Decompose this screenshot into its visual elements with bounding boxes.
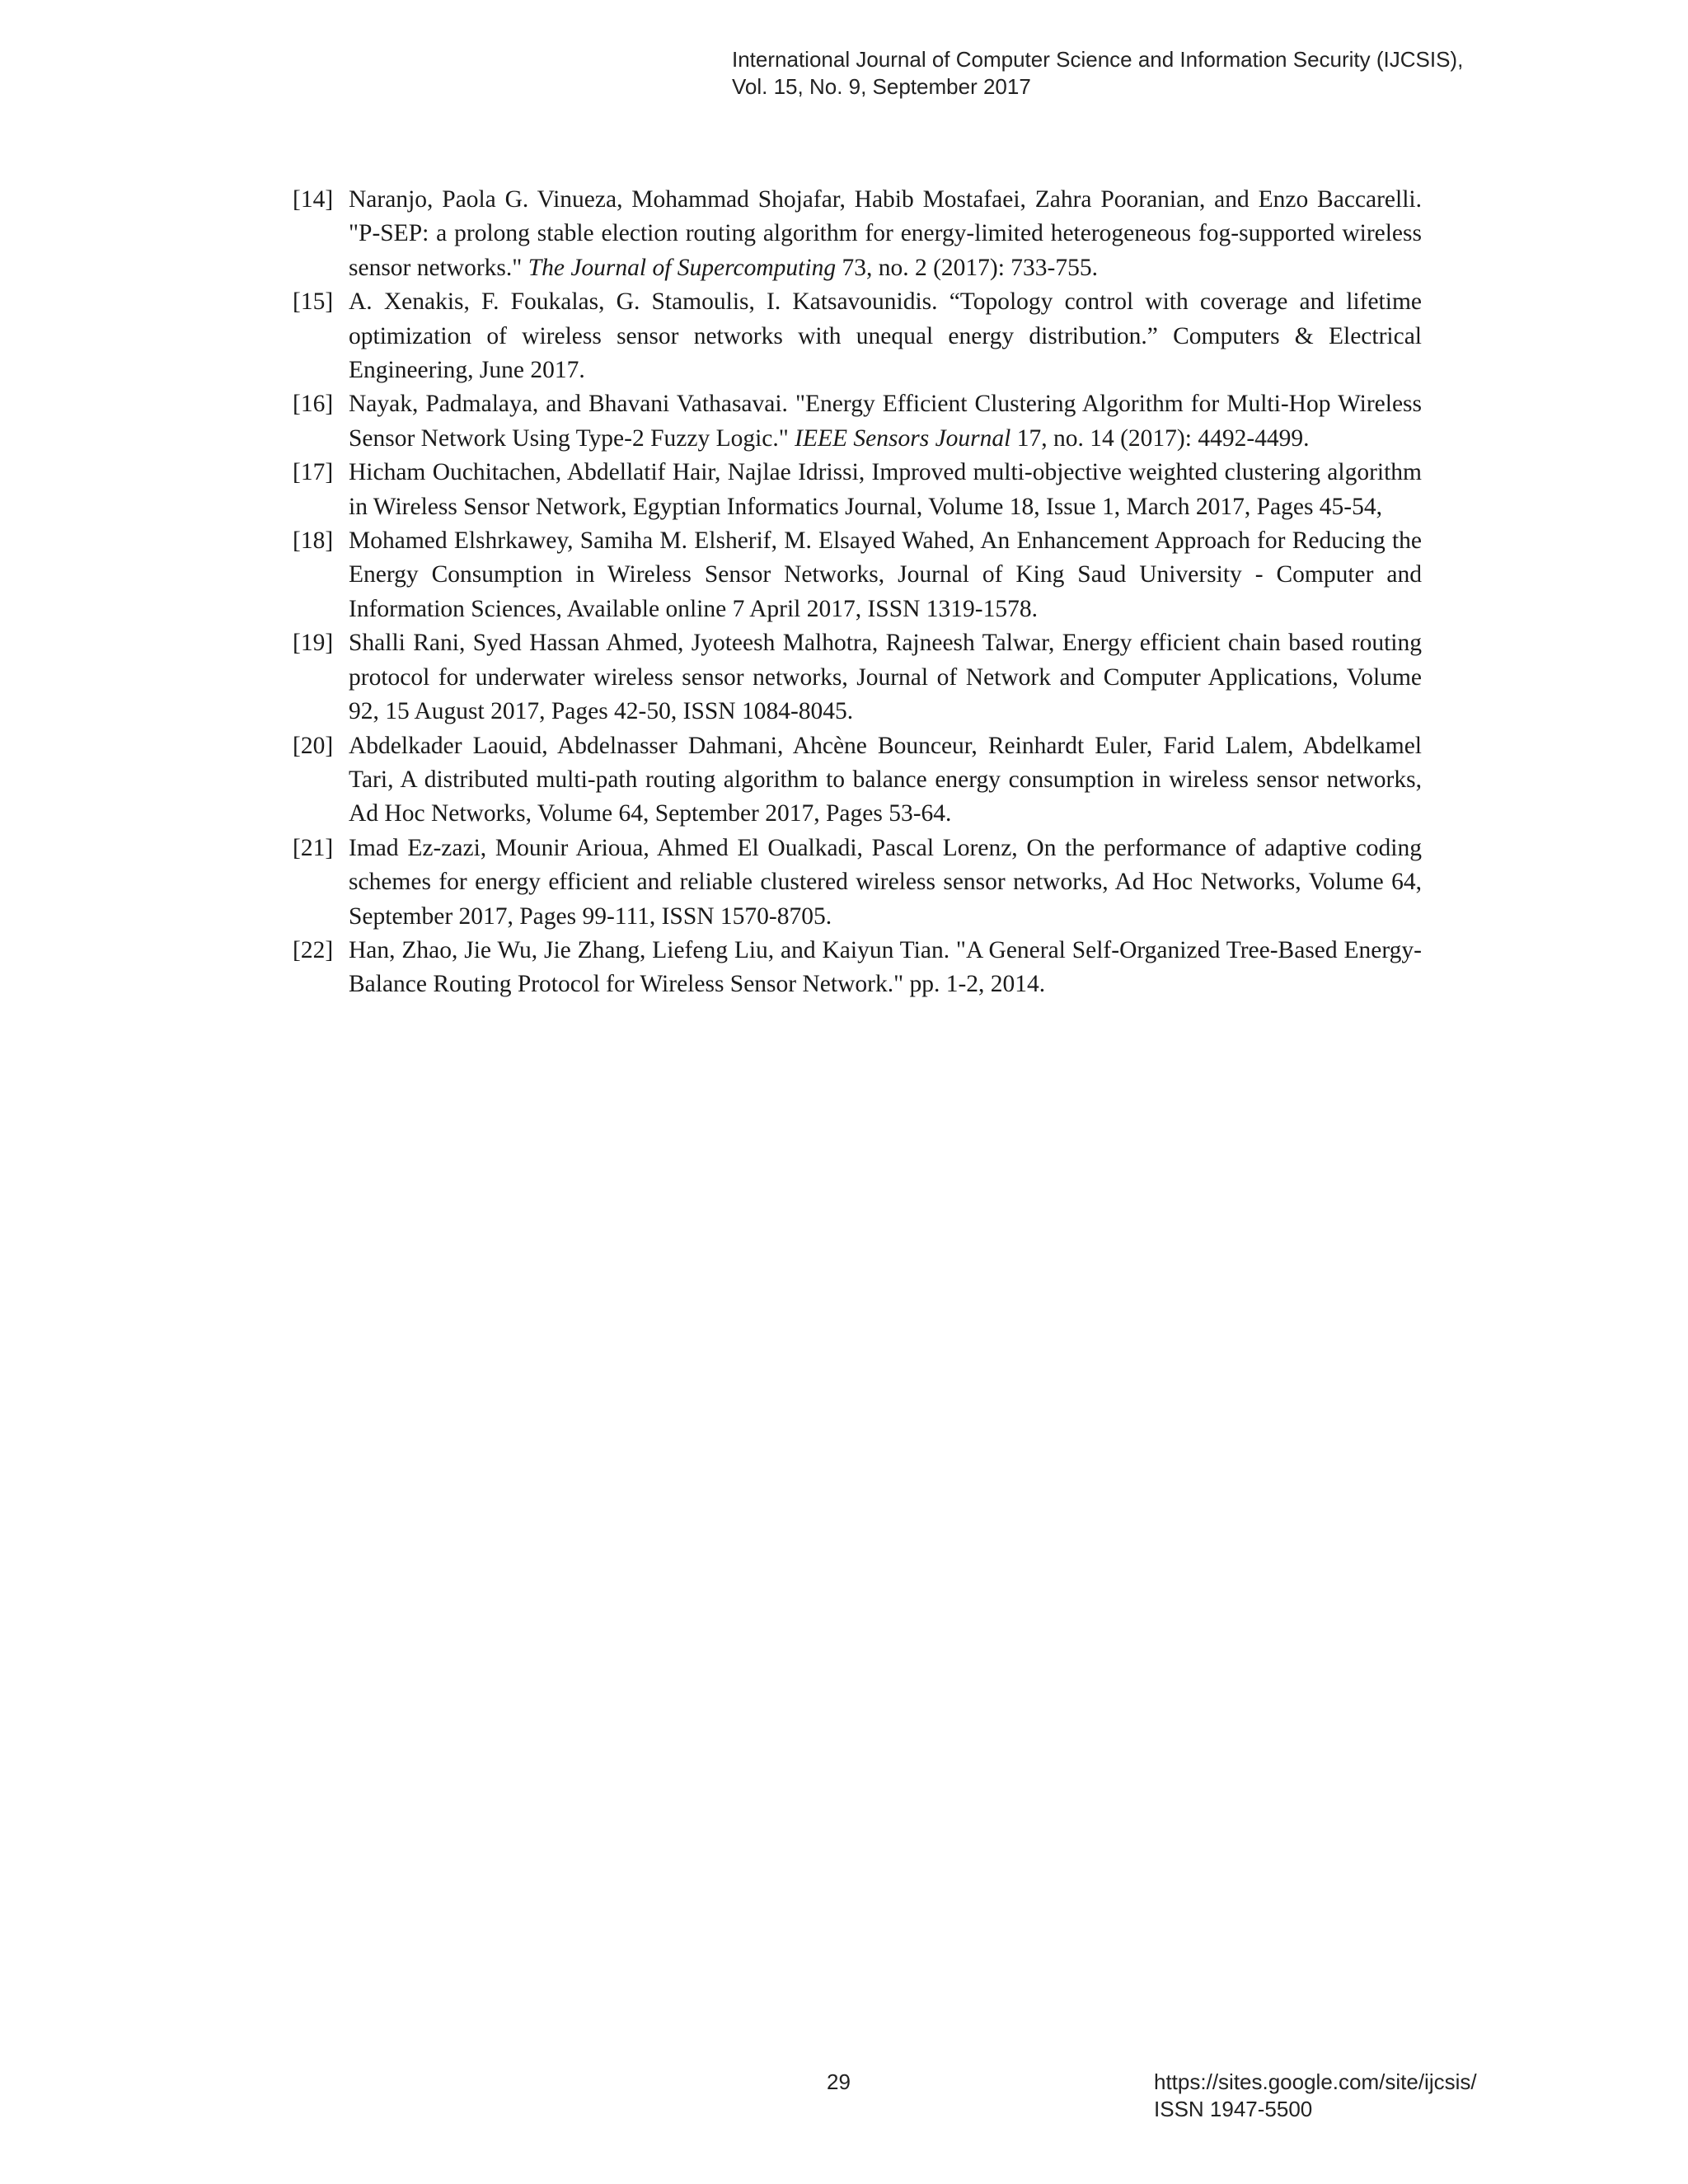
reference-text-segment: Nayak, Padmalaya, and Bhavani Vathasavai. "Energy Efficient Clustering Algorithm for Multi-Hop Wireless Sensor Network Using Type-2 Fuzzy Logic." [349, 391, 1422, 452]
reference-text [349, 832, 1422, 934]
reference-number: [15] [293, 288, 334, 316]
reference-number: [18] [293, 527, 334, 555]
reference-text-segment: Abdelkader Laouid, Abdelnasser Dahmani, Ahcène Bounceur, Reinhardt Euler, Farid Lalem, Abdelkamel Tari, A distributed multi-path routing algorithm to balance energy consumption in wireless sensor networks, Ad Hoc Networks, Volume 64, September 2017, Pages 53-64. [349, 732, 1422, 827]
reference-text [349, 934, 1422, 1002]
reference-italic-title: The Journal of Supercomputing [528, 254, 837, 281]
reference-text-segment: Shalli Rani, Syed Hassan Ahmed, Jyoteesh Malhotra, Rajneesh Talwar, Energy efficient chain based routing protocol for underwater wireless sensor networks, Journal of Network and Computer Applications, Volume 92, 15 August 2017, Pages 42-50, ISSN 1084-8045. [349, 630, 1422, 725]
reference-text-segment: 73, no. 2 (2017): 733-755. [836, 254, 1098, 281]
reference-number: [22] [293, 936, 334, 963]
reference-text-segment: Hicham Ouchitachen, Abdellatif Hair, Najlae Idrissi, Improved multi-objective weighted clustering algorithm in Wireless Sensor Network, Egyptian Informatics Journal, Volume 18, Issue 1, March 2017, Pages 45-54, [349, 459, 1422, 520]
reference-number: [20] [293, 732, 334, 759]
reference-number: [19] [293, 630, 334, 657]
reference-text [349, 387, 1422, 456]
reference-text-segment: Imad Ez-zazi, Mounir Arioua, Ahmed El Oualkadi, Pascal Lorenz, On the performance of adaptive coding schemes for energy efficient and reliable clustered wireless sensor networks, Ad Hoc Networks, Volume 64, September 2017, Pages 99-111, ISSN 1570-8705. [349, 834, 1422, 930]
reference-item [293, 934, 1422, 1002]
journal-issn: ISSN 1947-5500 [1154, 2097, 1313, 2121]
reference-number: [17] [293, 459, 334, 486]
reference-text [349, 183, 1422, 285]
reference-item [293, 285, 1422, 387]
journal-url: https://sites.google.com/site/ijcsis/ [1154, 2069, 1477, 2094]
journal-title-line: International Journal of Computer Science and Information Security (IJCSIS), [732, 47, 1464, 72]
journal-volume-line: Vol. 15, No. 9, September 2017 [732, 74, 1031, 99]
reference-list [293, 183, 1422, 1002]
reference-text-segment: Han, Zhao, Jie Wu, Jie Zhang, Liefeng Liu, and Kaiyun Tian. "A General Self-Organized Tree-Based Energy-Balance Routing Protocol for Wireless Sensor Network." pp. 1-2, 2014. [349, 936, 1422, 998]
reference-item [293, 626, 1422, 729]
reference-item [293, 183, 1422, 285]
reference-number: [16] [293, 391, 334, 418]
reference-text-segment: 17, no. 14 (2017): 4492-4499. [1010, 424, 1310, 452]
reference-text-segment: A. Xenakis, F. Foukalas, G. Stamoulis, I. Katsavounidis. “Topology control with coverage and lifetime optimization of wireless sensor networks with unequal energy distribution.” Computers & Electrical Engineering, June 2017. [349, 288, 1422, 384]
reference-text-segment: Naranjo, Paola G. Vinueza, Mohammad Shojafar, Habib Mostafaei, Zahra Pooranian, and Enzo Baccarelli. "P-SEP: a prolong stable election routing algorithm for energy-limited heterogeneous fog-supported wireless sensor networks." [349, 186, 1422, 281]
reference-item [293, 456, 1422, 524]
reference-text [349, 524, 1422, 626]
reference-item [293, 524, 1422, 626]
reference-number: [14] [293, 186, 334, 213]
reference-text [349, 456, 1422, 524]
reference-text [349, 729, 1422, 832]
journal-header [732, 46, 1463, 101]
reference-number: [21] [293, 834, 334, 861]
reference-text [349, 285, 1422, 387]
reference-text [349, 626, 1422, 729]
page-number: 29 [827, 2069, 851, 2094]
reference-item [293, 729, 1422, 832]
reference-item [293, 387, 1422, 456]
reference-item [293, 832, 1422, 934]
footer-info [1154, 2069, 1477, 2123]
reference-italic-title: IEEE Sensors Journal [795, 424, 1011, 452]
reference-text-segment: Mohamed Elshrkawey, Samiha M. Elsherif, M. Elsayed Wahed, An Enhancement Approach for Reducing the Energy Consumption in Wireless Sensor Networks, Journal of King Saud University - Computer and Information Sciences, Available online 7 April 2017, ISSN 1319-1578. [349, 527, 1422, 622]
